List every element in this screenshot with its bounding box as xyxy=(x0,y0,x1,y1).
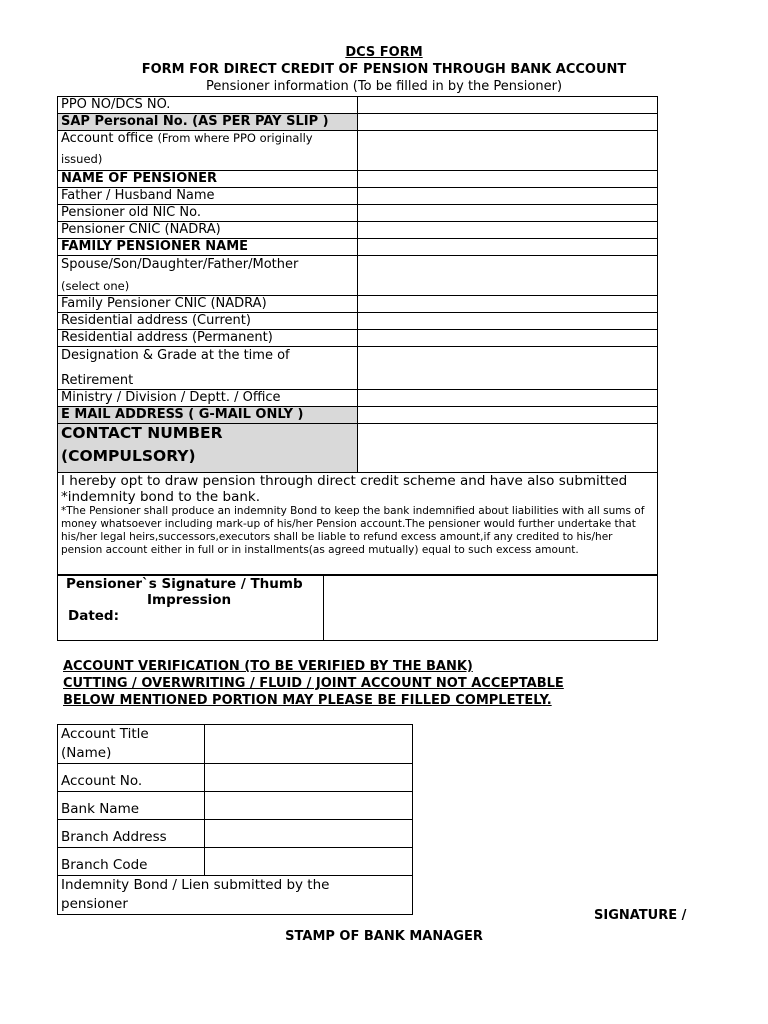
designation-label: Designation & Grade at the time of Retirement xyxy=(58,347,358,390)
ppo-no-label: PPO NO/DCS NO. xyxy=(58,97,358,114)
branch-address-field[interactable] xyxy=(205,820,413,848)
account-title-label: Account Title (Name) xyxy=(58,725,205,764)
address-current-label: Residential address (Current) xyxy=(58,313,358,330)
address-permanent-label: Residential address (Permanent) xyxy=(58,330,358,347)
email-field[interactable] xyxy=(358,407,658,424)
form-title: FORM FOR DIRECT CREDIT OF PENSION THROUGH BANK ACCOUNT xyxy=(141,62,627,77)
bank-name-label: Bank Name xyxy=(58,792,205,820)
signature-label: Pensioner`s Signature / Thumb Impression Dated: xyxy=(58,576,324,641)
form-subtitle: Pensioner information (To be filled in by the Pensioner) xyxy=(205,79,563,94)
old-nic-label: Pensioner old NIC No. xyxy=(58,205,358,222)
declaration: I hereby opt to draw pension through direct credit scheme and have also submitted *indemnity bond to the bank. *The Pensioner shall produce an indemnity Bond to keep the bank indemnified about liabilities with all sums of money whatsoever including mark-up of his/her Pension account.The pensioner would further undertake that his/her legal heirs,successors,executors shall be liable to refund excess amount,if any credited to his/her pension account either in full or in installments(as agreed mutually) equal to such excess amount. xyxy=(58,473,658,575)
email-label: E MAIL ADDRESS ( G-MAIL ONLY ) xyxy=(58,407,358,424)
family-pensioner-name-label: FAMILY PENSIONER NAME xyxy=(58,239,358,256)
account-office-label: Account office (From where PPO originally issued) xyxy=(58,131,358,171)
address-permanent-field[interactable] xyxy=(358,330,658,347)
form-code: DCS FORM xyxy=(345,45,423,60)
pensioner-info-table xyxy=(57,96,658,575)
verification-instruction: BELOW MENTIONED PORTION MAY PLEASE BE FILLED COMPLETELY. xyxy=(63,693,552,708)
family-pensioner-name-field[interactable] xyxy=(358,239,658,256)
pensioner-name-label: NAME OF PENSIONER xyxy=(58,171,358,188)
verification-warning: CUTTING / OVERWRITING / FLUID / JOINT ACCOUNT NOT ACCEPTABLE xyxy=(63,676,564,691)
verification-heading: ACCOUNT VERIFICATION (TO BE VERIFIED BY THE BANK) xyxy=(63,659,473,674)
signature-field[interactable] xyxy=(324,576,658,641)
family-cnic-label: Family Pensioner CNIC (NADRA) xyxy=(58,296,358,313)
ppo-no-field[interactable] xyxy=(358,97,658,114)
account-no-label: Account No. xyxy=(58,764,205,792)
sap-personal-no-label: SAP Personal No. (AS PER PAY SLIP ) xyxy=(58,114,358,131)
designation-field[interactable] xyxy=(358,347,658,390)
cnic-label: Pensioner CNIC (NADRA) xyxy=(58,222,358,239)
bank-verification-table xyxy=(57,724,413,915)
pensioner-name-field[interactable] xyxy=(358,171,658,188)
relation-field[interactable] xyxy=(358,256,658,296)
sap-personal-no-field[interactable] xyxy=(358,114,658,131)
relation-label: Spouse/Son/Daughter/Father/Mother (select one) xyxy=(58,256,358,296)
family-cnic-field[interactable] xyxy=(358,296,658,313)
branch-code-field[interactable] xyxy=(205,848,413,876)
father-husband-label: Father / Husband Name xyxy=(58,188,358,205)
account-no-field[interactable] xyxy=(205,764,413,792)
signature-table xyxy=(57,575,658,641)
account-title-field[interactable] xyxy=(205,725,413,764)
cnic-field[interactable] xyxy=(358,222,658,239)
bank-manager-stamp-label: STAMP OF BANK MANAGER xyxy=(285,929,483,944)
signature-label-footer: SIGNATURE / xyxy=(594,908,687,923)
bank-name-field[interactable] xyxy=(205,792,413,820)
ministry-label: Ministry / Division / Deptt. / Office xyxy=(58,390,358,407)
father-husband-field[interactable] xyxy=(358,188,658,205)
ministry-field[interactable] xyxy=(358,390,658,407)
contact-number-field[interactable] xyxy=(358,424,658,473)
old-nic-field[interactable] xyxy=(358,205,658,222)
indemnity-bond-label: Indemnity Bond / Lien submitted by the pensioner xyxy=(58,876,413,915)
indemnity-note: *The Pensioner shall produce an indemnity Bond to keep the bank indemnified about liabilities with all sums of money whatsoever including mark-up of his/her Pension account.The pensioner would further undertake that his/her legal heirs,successors,executors shall be liable to refund excess amount,if any credited to his/her pension account either in full or in installments(as agreed mutually) equal to such excess amount. xyxy=(61,505,645,556)
branch-address-label: Branch Address xyxy=(58,820,205,848)
branch-code-label: Branch Code xyxy=(58,848,205,876)
address-current-field[interactable] xyxy=(358,313,658,330)
account-office-field[interactable] xyxy=(358,131,658,171)
contact-number-label: CONTACT NUMBER (COMPULSORY) xyxy=(58,424,358,473)
